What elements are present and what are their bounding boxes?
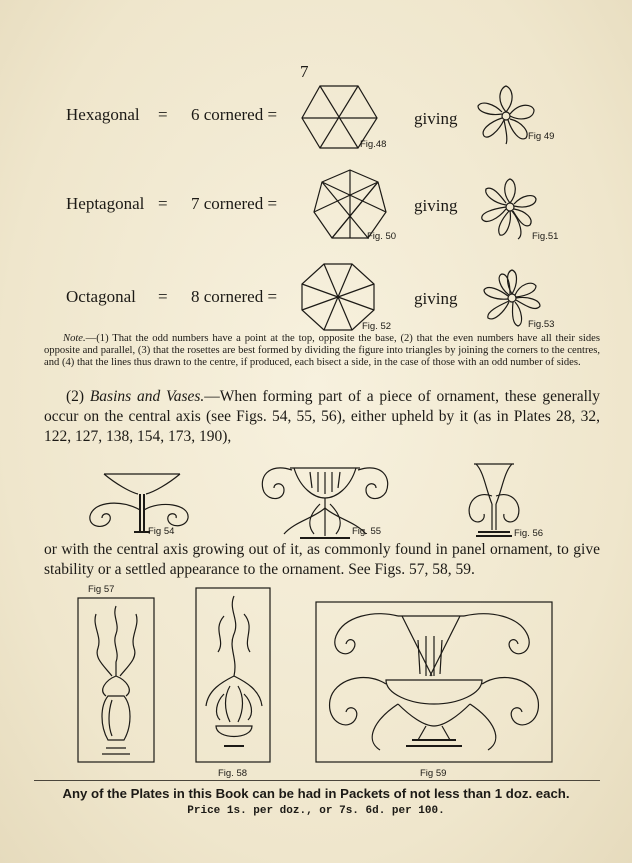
footer-divider bbox=[34, 780, 600, 781]
paragraph-text: —When forming part of a piece of ornament, these generally occur on the central axis (see Figs. 54, 55, 56), either upheld by it (as in Plates 28, 32, 122, 127, 138, 154, 173, 190), bbox=[44, 388, 600, 445]
note-label: Note. bbox=[63, 333, 86, 344]
panel-ornament-fig58 bbox=[194, 586, 272, 764]
fig-label: Fig 49 bbox=[528, 131, 555, 142]
fig-label: Fig.51 bbox=[532, 231, 559, 242]
heptagon-figure bbox=[312, 168, 388, 240]
fig-label: Fig. 52 bbox=[362, 321, 392, 332]
note-text: —(1) That the odd numbers have a point at the top, opposite the base, (2) that the even numbers have all their sides opposite and parallel, (3) that the rosettes are best formed by dividing the figure into triangles by joining the corners to the centres, and (4) that the lines thus drawn to the centre, if produced, each bisect a side, in the case of those with an odd number of sides. bbox=[44, 333, 600, 368]
fig-label: Fig 59 bbox=[420, 768, 447, 779]
section-title: Basins and Vases. bbox=[89, 388, 205, 405]
panel-ornament-fig57 bbox=[76, 596, 156, 764]
corner-count: 6 cornered = bbox=[191, 105, 278, 124]
corner-count: 7 cornered = bbox=[191, 194, 278, 213]
basin-on-stem-figure bbox=[86, 470, 196, 536]
note-paragraph bbox=[44, 333, 600, 369]
fig-label: Fig. 55 bbox=[352, 526, 382, 537]
polygon-name: Octagonal bbox=[66, 287, 136, 306]
fig-label: Fig 54 bbox=[148, 526, 175, 537]
footer-price: Price 1s. per doz., or 7s. 6d. per 100. bbox=[187, 805, 445, 817]
corner-count: 8 cornered = bbox=[191, 287, 278, 306]
fig-label: Fig.48 bbox=[360, 139, 387, 150]
fig-label: Fig. 50 bbox=[367, 231, 397, 242]
panel-ornament-fig59 bbox=[314, 600, 554, 764]
fig-label: Fig. 58 bbox=[218, 768, 248, 779]
basins-vases-paragraph bbox=[44, 387, 600, 447]
equals-sign: = bbox=[158, 194, 168, 213]
giving-label: giving bbox=[414, 109, 458, 128]
page-number: 7 bbox=[300, 62, 309, 81]
giving-label: giving bbox=[414, 196, 458, 215]
polygon-name: Hexagonal bbox=[66, 105, 140, 124]
equals-sign: = bbox=[158, 287, 168, 306]
polygon-name: Heptagonal bbox=[66, 194, 145, 213]
central-axis-paragraph: or with the central axis growing out of it, as commonly found in panel ornament, to give stability or a settled appearance to the ornament. See Figs. 57, 58, 59. bbox=[44, 541, 600, 578]
fig-label: Fig.53 bbox=[528, 319, 555, 330]
fig-label: Fig. 56 bbox=[514, 528, 544, 539]
footer-notice: Any of the Plates in this Book can be had in Packets of not less than 1 doz. each. bbox=[62, 786, 570, 801]
fig-label: Fig 57 bbox=[88, 584, 115, 595]
section-number: (2) bbox=[66, 388, 85, 405]
equals-sign: = bbox=[158, 105, 168, 124]
giving-label: giving bbox=[414, 289, 458, 308]
